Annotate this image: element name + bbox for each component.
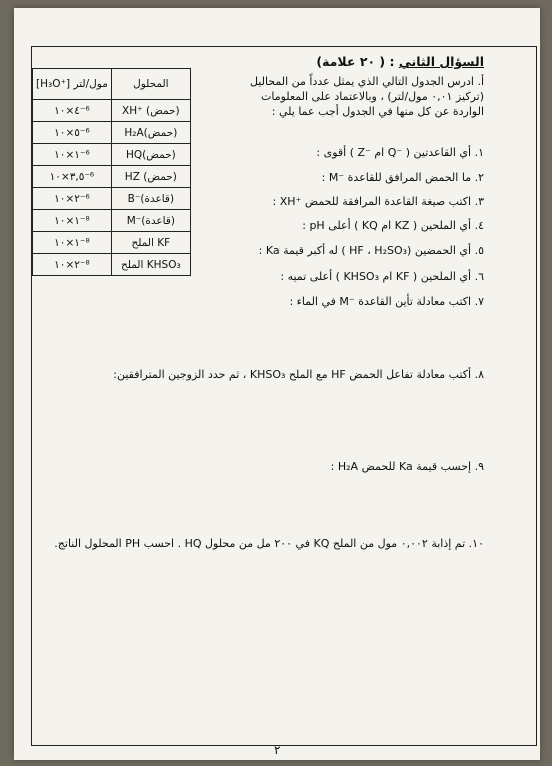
cell-solution: الملح ‎KF‎ [111, 232, 190, 254]
cell-concentration: ٣,٥×١٠⁻⁶ [33, 166, 112, 188]
table-row [33, 144, 191, 166]
question-3: ٣. اكتب صيغة القاعدة المرافقة للحمض ‎XH⁺‎ : [272, 195, 484, 208]
table-header-row [33, 69, 191, 100]
question-2: ٢. ما الحمض المرافق للقاعدة ‎M⁻‎ : [321, 171, 484, 184]
cell-solution: ‎B⁻‎(قاعدة) [111, 188, 190, 210]
question-8: ٨. أكتب معادلة تفاعل الحمض ‎HF‎ مع الملح ‎KHSO₃‎ ، ثم حدد الزوجين المترافقين: [113, 368, 484, 381]
cell-solution: ‎HQ‎(حمض) [111, 144, 190, 166]
question-6: ٦. أي الملحين ( ‎KF‎ ام ‎KHSO₃‎ ) أعلى تميه : [280, 270, 484, 283]
table-row [33, 188, 191, 210]
cell-solution: ‎XH⁺‎ (حمض) [111, 100, 190, 122]
question-9: ٩. إحسب قيمة ‎Ka‎ للحمض ‎H₂A‎ : [330, 460, 484, 473]
question-10: ١٠. تم إذابة ٠,٠٠٢ مول من الملح ‎KQ‎ في ٢٠٠ مل من محلول ‎HQ‎ . احسب ‎PH‎ المحلول الناتج. [54, 537, 484, 550]
page-number: ٢ [274, 743, 281, 757]
cell-concentration: ١×١٠⁻⁸ [33, 232, 112, 254]
table-row [33, 100, 191, 122]
cell-solution: ‎M⁻‎(قاعدة) [111, 210, 190, 232]
table-row [33, 122, 191, 144]
cell-concentration: ٤×١٠⁻⁶ [33, 100, 112, 122]
solutions-table [32, 68, 191, 276]
cell-concentration: ٥×١٠⁻⁶ [33, 122, 112, 144]
cell-concentration: ١×١٠⁻⁸ [33, 210, 112, 232]
question-5: ٥. أي الحمضين (‎HF‎ ، ‎H₂SO₃‎ ) له أكبر قيمة ‎Ka‎ : [258, 244, 484, 257]
question-4: ٤. أي الملحين ( ‎KZ‎ ام ‎KQ‎ ) أعلى ‎pH‎ : [302, 219, 484, 232]
table-row [33, 210, 191, 232]
cell-solution: ‎H₂A‎(حمض) [111, 122, 190, 144]
question-1: ١. أي القاعدتين ( ‎Q⁻‎ ام ‎Z⁻‎ ) أقوى : [316, 146, 484, 159]
intro-text: أ. ادرس الجدول التالي الذي يمثل عدداً من المحاليل (تركيز ٠,٠١ مول/لتر) ، وبالاعتماد على المعلومات الواردة عن كل منها في الجدول أجب عما يلي : [249, 75, 484, 118]
exam-page [14, 8, 540, 760]
cell-concentration: ٢×١٠⁻⁸ [33, 254, 112, 276]
table-row [33, 232, 191, 254]
question-title [316, 54, 484, 69]
cell-concentration: ٢×١٠⁻⁶ [33, 188, 112, 210]
table-row [33, 254, 191, 276]
question-marks: : ( ٢٠ علامة) [316, 54, 395, 69]
cell-solution: الملح ‎KHSO₃‎ [111, 254, 190, 276]
header-concentration: [H₃O⁺] مول/لتر [33, 69, 112, 100]
cell-solution: ‎HZ‎ (حمض) [111, 166, 190, 188]
question-7: ٧. اكتب معادلة تأين القاعدة ‎M⁻‎ في الماء : [289, 295, 484, 308]
table-row [33, 166, 191, 188]
header-solution: المحلول [111, 69, 190, 100]
question-label: السؤال الثاني [398, 54, 484, 69]
cell-concentration: ١×١٠⁻⁶ [33, 144, 112, 166]
